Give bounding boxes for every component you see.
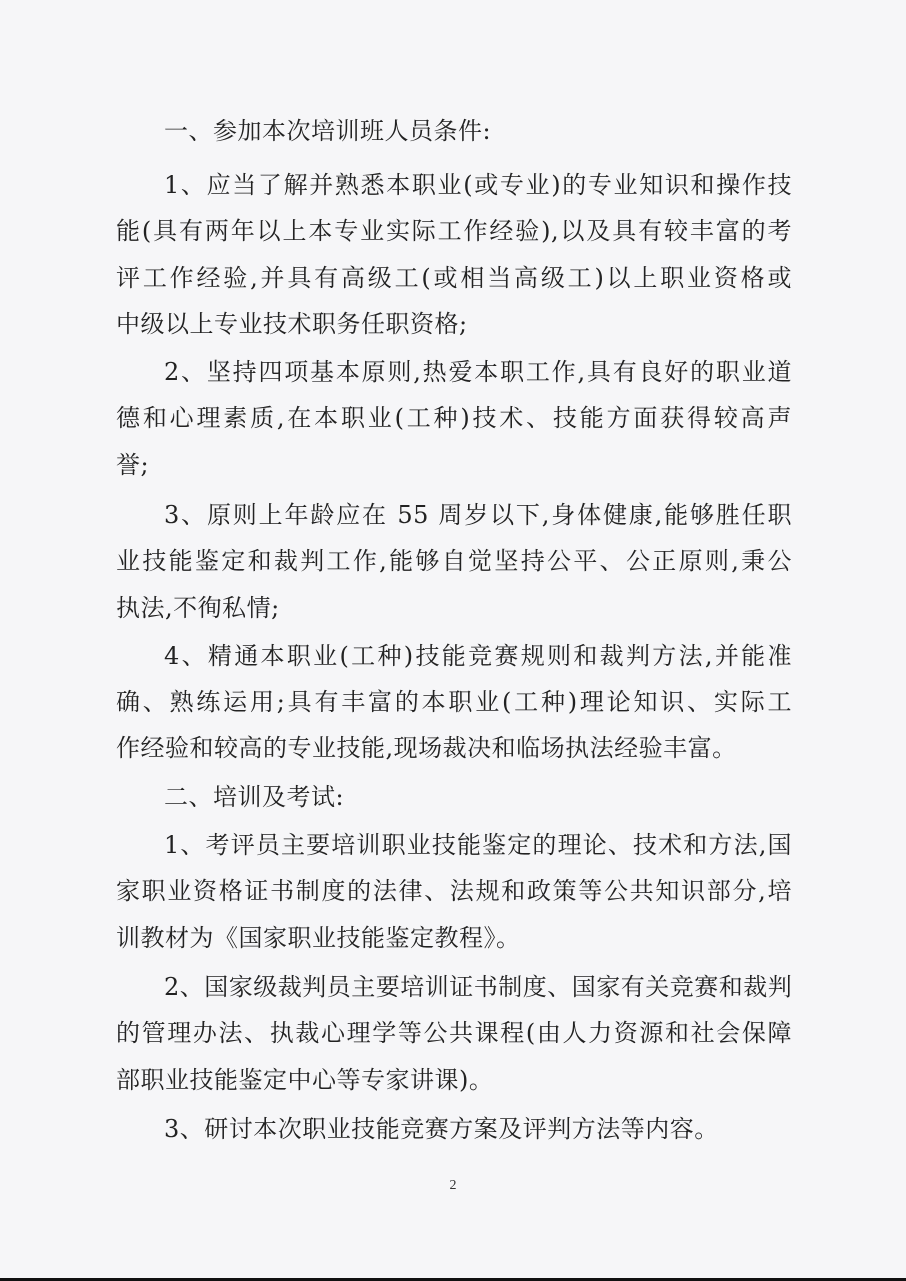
section1-item1-line3: 评工作经验,并具有高级工(或相当高级工)以上职业资格或 — [116, 264, 792, 292]
section2-item3-line1: 3、研讨本次职业技能竞赛方案及评判方法等内容。 — [164, 1115, 719, 1143]
section1-item1-line4: 中级以上专业技术职务任职资格; — [116, 310, 468, 338]
section1-item4-line2: 确、熟练运用;具有丰富的本职业(工种)理论知识、实际工 — [116, 688, 792, 716]
section2-item2-line2: 的管理办法、执裁心理学等公共课程(由人力资源和社会保障 — [116, 1019, 792, 1047]
section2-item2-line3: 部职业技能鉴定中心等专家讲课)。 — [116, 1066, 494, 1094]
section1-heading: 一、参加本次培训班人员条件: — [164, 117, 492, 145]
section1-item4-line1: 4、精通本职业(工种)技能竞赛规则和裁判方法,并能准 — [164, 642, 792, 670]
section2-item1-line1: 1、考评员主要培训职业技能鉴定的理论、技术和方法,国 — [164, 831, 792, 859]
section1-item2-line3: 誉; — [116, 451, 150, 479]
section1-item3-line1: 3、原则上年龄应在 55 周岁以下,身体健康,能够胜任职 — [164, 501, 792, 529]
section1-item2-line1: 2、坚持四项基本原则,热爱本职工作,具有良好的职业道 — [164, 358, 792, 386]
section1-item3-line3: 执法,不徇私情; — [116, 594, 280, 622]
section2-item2-line1: 2、国家级裁判员主要培训证书制度、国家有关竞赛和裁判 — [164, 973, 793, 1001]
section1-item4-line3: 作经验和较高的专业技能,现场裁决和临场执法经验丰富。 — [116, 734, 737, 762]
section1-item1-line2: 能(具有两年以上本专业实际工作经验),以及具有较丰富的考 — [116, 217, 792, 245]
page-number: 2 — [449, 1178, 457, 1193]
section1-item2-line2: 德和心理素质,在本职业(工种)技术、技能方面获得较高声 — [116, 404, 792, 432]
section2-item1-line2: 家职业资格证书制度的法律、法规和政策等公共知识部分,培 — [116, 877, 792, 905]
section1-item1-line1: 1、应当了解并熟悉本职业(或专业)的专业知识和操作技 — [164, 171, 792, 199]
section2-item1-line3: 训教材为《国家职业技能鉴定教程》。 — [116, 924, 521, 952]
section1-item3-line2: 业技能鉴定和裁判工作,能够自觉坚持公平、公正原则,秉公 — [116, 547, 792, 575]
section2-heading: 二、培训及考试: — [164, 783, 345, 811]
